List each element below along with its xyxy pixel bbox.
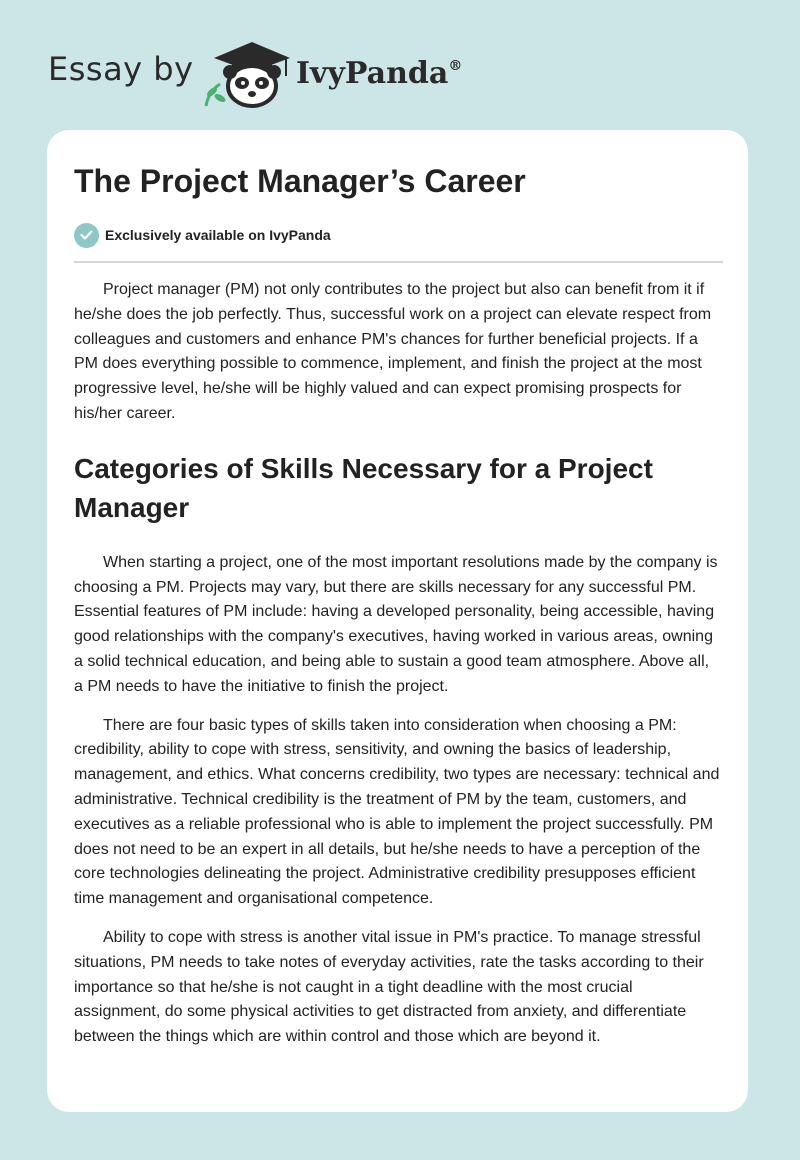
check-circle-icon: [74, 223, 99, 248]
divider: [74, 261, 723, 263]
badge-label: Exclusively available on IvyPanda: [105, 227, 331, 243]
intro-paragraph: Project manager (PM) not only contributes to the project but also can benefit from it if he/she does the job perfectly. Thus, successful work on a project can elevate respect from colleagues and customers and enhance PM's chances for further beneficial projects. If a PM does everything possible to commence, implement, and finish the project at the most progressive level, he/she will be highly valued and can expect promising prospects for his/her career.: [74, 281, 712, 422]
exclusive-badge: [74, 222, 331, 248]
panda-logo-icon[interactable]: [200, 36, 292, 110]
registered-mark: ®: [448, 58, 463, 74]
article-body: [74, 278, 722, 1064]
page-title: The Project Manager’s Career: [74, 163, 526, 199]
site-header: [48, 36, 648, 116]
article-card: [47, 130, 748, 1112]
essay-by-label: Essay by: [48, 50, 194, 88]
body-paragraph: Ability to cope with stress is another vital issue in PM's practice. To manage stressful situations, PM needs to take notes of everyday activities, rate the tasks according to their importance so that he/she is not caught in a tight deadline with the most crucial assignment, do some physical activities to get distracted from anxiety, and differentiate between the things which are within control and those which are beyond it.: [74, 928, 704, 1046]
body-paragraph: There are four basic types of skills taken into consideration when choosing a PM: credibility, ability to cope with stress, sensitivity, and owning the basics of leadership, management, and ethics. What concerns credibility, two types are necessary: technical and administrative. Technical credibility is the treatment of PM by the team, customers, and executives as a reliable professional who is able to implement the project successfully. PM does not need to be an expert in all details, but he/she needs to have a perception of the core technologies delineating the project. Administrative credibility presupposes efficient time management and organisational competence.: [74, 716, 720, 908]
section-heading: Categories of Skills Necessary for a Project Manager: [74, 452, 653, 523]
brand-name[interactable]: IvyPanda®: [296, 56, 463, 91]
body-paragraph: When starting a project, one of the most important resolutions made by the company is choosing a PM. Projects may vary, but there are skills necessary for any successful PM. Essential features of PM include: having a developed personality, being accessible, having good relationships with the company's executives, having worked in various areas, owning a solid technical education, and being able to sustain a good team atmosphere. Above all, a PM needs to have the initiative to finish the project.: [74, 553, 718, 695]
